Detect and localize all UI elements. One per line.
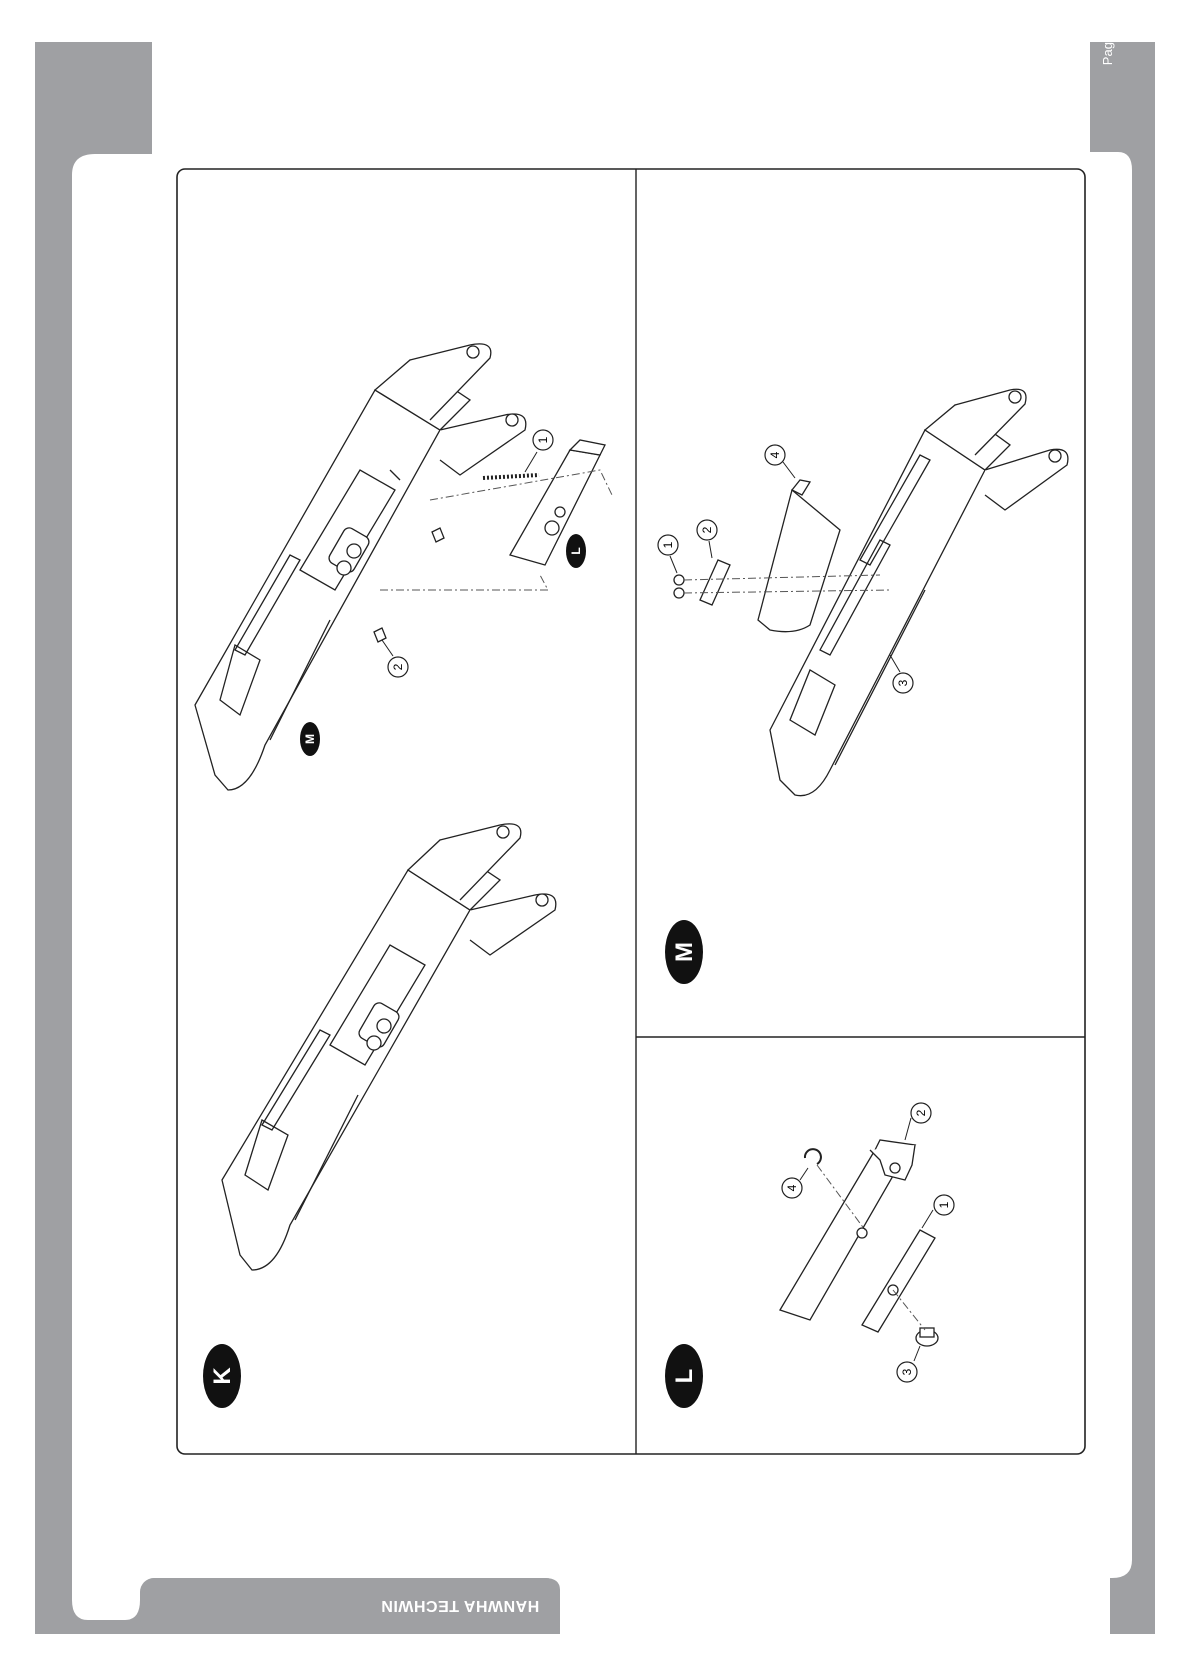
panel-l-badge-text: L bbox=[671, 1368, 698, 1384]
panel-m-badge bbox=[665, 920, 703, 984]
callout-l-1: 1 bbox=[937, 1201, 951, 1209]
panel-m-badge-text: M bbox=[671, 942, 698, 962]
white-page-area bbox=[72, 152, 1132, 1634]
callout-k-2: 2 bbox=[391, 663, 405, 671]
callout-l-2: 2 bbox=[914, 1109, 928, 1117]
ref-badge-l bbox=[566, 534, 586, 568]
panel-k-badge bbox=[203, 1344, 241, 1408]
top-white-strip bbox=[152, 42, 1090, 154]
panel-k-badge-text: K bbox=[209, 1367, 236, 1385]
callout-l-3: 3 bbox=[900, 1368, 914, 1376]
callout-l-4: 4 bbox=[785, 1184, 799, 1192]
footer-brand: HANWHA TECHWIN bbox=[380, 1597, 540, 1614]
callout-m-4: 4 bbox=[768, 451, 782, 459]
ref-badge-m bbox=[300, 722, 320, 756]
callout-m-2: 2 bbox=[700, 526, 714, 534]
ref-badge-l-text: L bbox=[569, 547, 583, 555]
callout-m-3: 3 bbox=[896, 679, 910, 687]
ref-badge-m-text: M bbox=[303, 734, 317, 744]
callout-k-1: 1 bbox=[536, 436, 550, 444]
page-tab-label: Page bbox=[1100, 34, 1115, 66]
callout-m-1: 1 bbox=[661, 541, 675, 549]
panel-l-badge bbox=[665, 1344, 703, 1408]
